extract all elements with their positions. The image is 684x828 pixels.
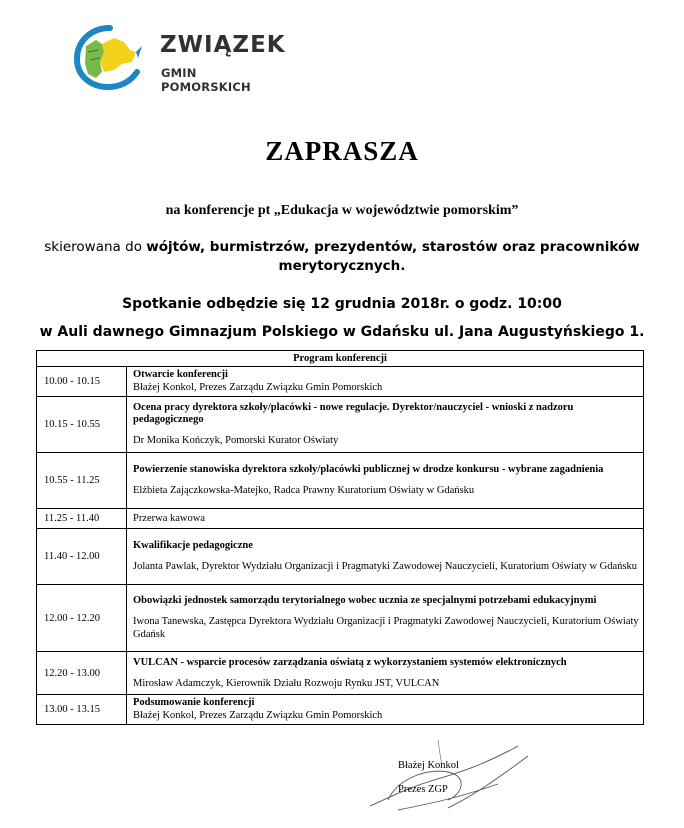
row-description [127, 367, 644, 397]
audience-list: wójtów, burmistrzów, prezydentów, starostów oraz pracowników merytorycznych. [146, 239, 640, 274]
row-time: 12.20 - 13.00 [37, 652, 127, 695]
row-description [127, 585, 644, 652]
signature-role: Prezes ZGP [398, 784, 448, 795]
row-description [127, 652, 644, 695]
row-time: 11.25 - 11.40 [37, 509, 127, 529]
table-row [37, 509, 644, 529]
row-title: Otwarcie konferencji [133, 369, 228, 380]
table-row [37, 585, 644, 652]
row-speaker: Iwona Tanewska, Zastępca Dyrektora Wydziału Organizacji i Pragmatyki Zawodowej Nauczycieli, Kuratorium Oświaty Gdańsk [133, 616, 639, 640]
row-break-label: Przerwa kawowa [133, 513, 206, 524]
signature-name: Błażej Konkol [398, 760, 459, 771]
row-title: Obowiązki jednostek samorządu terytorialnego wobec ucznia ze specjalnymi potrzebami edukacyjnymi [133, 595, 597, 606]
row-time: 13.00 - 13.15 [37, 695, 127, 725]
date-line: Spotkanie odbędzie się 12 grudnia 2018r. o godz. 10:00 [122, 296, 562, 312]
row-description [127, 509, 644, 529]
row-title: Powierzenie stanowiska dyrektora szkoły/placówki publicznej w drodze konkursu - wybrane zagadnienia [133, 464, 604, 475]
handwritten-signature [368, 738, 538, 818]
row-time: 10.00 - 10.15 [37, 367, 127, 397]
row-description [127, 397, 644, 453]
audience-prefix: skierowana do [44, 239, 147, 255]
table-row [37, 367, 644, 397]
row-speaker: Błażej Konkol, Prezes Zarządu Związku Gmin Pomorskich [133, 710, 383, 721]
row-time: 11.40 - 12.00 [37, 529, 127, 585]
logo-subtitle: GMIN POMORSKICH [161, 66, 251, 94]
audience-line [40, 238, 644, 276]
row-time: 10.15 - 10.55 [37, 397, 127, 453]
program-header-row [37, 351, 644, 367]
row-speaker: Jolanta Pawlak, Dyrektor Wydziału Organizacji i Pragmatyki Zawodowej Nauczycieli, Kuratorium Oświaty w Gdańsku [133, 561, 638, 572]
row-title: VULCAN - wsparcie procesów zarządzania oświatą z wykorzystaniem systemów elektronicznych [133, 656, 567, 668]
page-heading: ZAPRASZA [265, 136, 419, 166]
place-line: w Auli dawnego Gimnazjum Polskiego w Gdańsku ul. Jana Augustyńskiego 1. [39, 324, 645, 340]
row-speaker: Błażej Konkol, Prezes Zarządu Związku Gmin Pomorskich [133, 382, 383, 393]
row-description [127, 695, 644, 725]
row-time: 10.55 - 11.25 [37, 453, 127, 509]
program-table [36, 350, 644, 725]
row-title: Podsumowanie konferencji [133, 697, 255, 708]
program-header: Program konferencji [37, 351, 644, 367]
row-speaker: Elżbieta Zajączkowska-Matejko, Radca Prawny Kuratorium Oświaty w Gdańsku [133, 485, 475, 496]
row-speaker: Dr Monika Kończyk, Pomorski Kurator Oświaty [133, 435, 339, 446]
row-description [127, 529, 644, 585]
zgp-logo [74, 24, 286, 94]
row-title: Ocena pracy dyrektora szkoły/placówki - nowe regulacje. Dyrektor/nauczyciel - wnioski z nadzoru pedagogicznego [133, 402, 574, 425]
logo-title: ZWIĄZEK [160, 32, 286, 58]
table-row [37, 652, 644, 695]
row-description [127, 453, 644, 509]
table-row [37, 453, 644, 509]
table-row [37, 695, 644, 725]
table-row [37, 529, 644, 585]
conference-title-line: na konferencje pt „Edukacja w województwie pomorskim” [165, 203, 519, 218]
table-row [37, 397, 644, 453]
row-speaker: Mirosław Adamczyk, Kierownik Działu Rozwoju Rynku JST, VULCAN [133, 677, 440, 689]
row-time: 12.00 - 12.20 [37, 585, 127, 652]
pomerania-map-logo-icon [74, 24, 146, 90]
row-title: Kwalifikacje pedagogiczne [133, 540, 253, 551]
